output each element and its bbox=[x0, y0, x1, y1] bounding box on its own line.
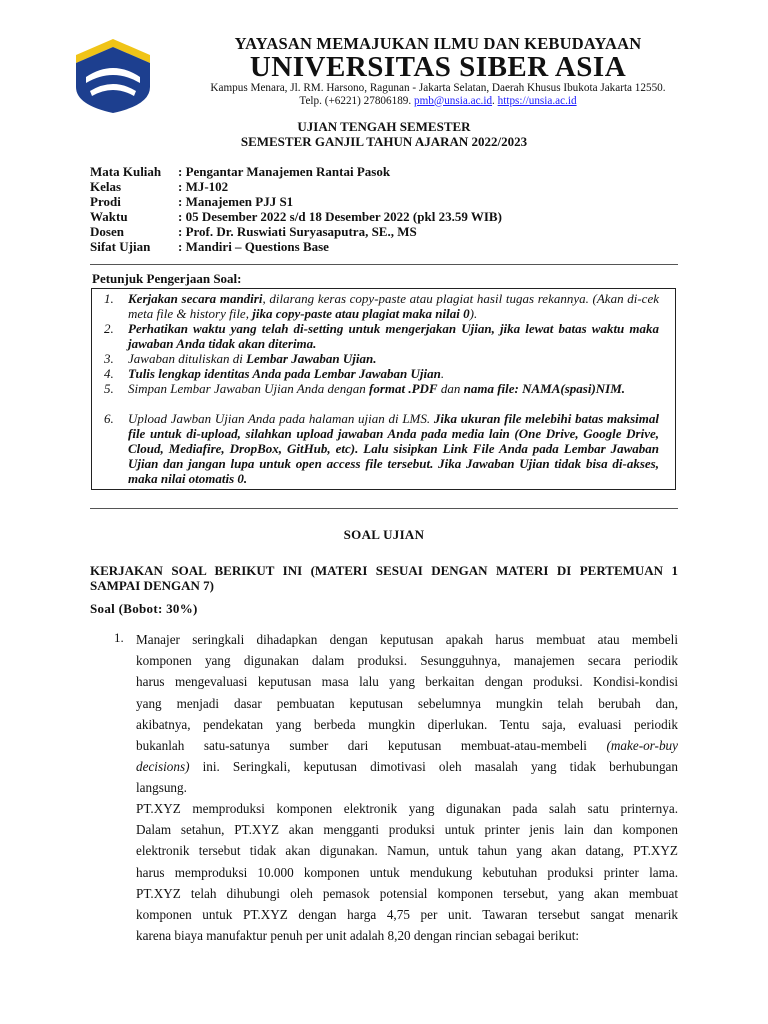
info-label: Mata Kuliah bbox=[90, 164, 162, 179]
soal-heading: SOAL UJIAN bbox=[343, 527, 425, 542]
instruction-item bbox=[104, 366, 659, 381]
question-paragraph-1 bbox=[136, 629, 678, 799]
paragraph-text: ini. Seringkali, keputusan dimotivasi oleh masalah yang tidak berhubungan bbox=[189, 759, 678, 775]
paragraph-line: elektronik tersebut tidak akan digunakan. Namun, untuk tahun yang akan datang, PT.XYZ bbox=[136, 843, 678, 859]
instruction-plain: ). bbox=[469, 306, 478, 321]
address-line: Kampus Menara, Jl. RM. Harsono, Ragunan - Jakarta Selatan, Daerah Khusus Ibukota Jakarta 12550. bbox=[210, 82, 666, 94]
divider bbox=[90, 508, 678, 509]
info-label: Waktu bbox=[90, 209, 128, 224]
website-link[interactable]: https://unsia.ac.id bbox=[497, 94, 577, 107]
instruction-number: 1. bbox=[104, 291, 114, 306]
instruction-emphasis: Jika ukuran file melebihi batas maksimal file untuk di-upload, silahkan upload jawaban Anda pada media lain (One Drive, Google Drive, Cloud, Mediafire, DropBox, GitHub, etc). Lalu sisipkan Link File Anda pada Lembar Jawaban Ujian dan jangan lupa untuk open access file tersebut. Jika Jawaban Ujian tidak bisa di-akses, maka nilai otomatis 0. bbox=[128, 411, 659, 486]
info-row-dosen bbox=[90, 224, 417, 240]
info-value: : Pengantar Manajemen Rantai Pasok bbox=[178, 164, 391, 179]
instruction-number: 3. bbox=[104, 351, 114, 366]
instruction-emphasis: Perhatikan waktu yang telah di-setting untuk mengerjakan Ujian, jika lewat batas waktu maka jawaban Anda tidak akan diterima. bbox=[128, 321, 659, 351]
instruction-emphasis: nama file: NAMA(spasi)NIM. bbox=[463, 381, 626, 396]
instruction-emphasis: Tulis lengkap identitas Anda pada Lembar Jawaban Ujian bbox=[128, 366, 441, 381]
email-link[interactable]: pmb@unsia.ac.id bbox=[414, 94, 493, 107]
university-logo bbox=[72, 33, 154, 115]
instruction-number: 6. bbox=[104, 411, 114, 426]
phone-text: Telp. (+6221) 27806189. bbox=[299, 94, 412, 107]
paragraph-line: PT.XYZ memproduksi komponen elektronik yang digunakan pada salah satu printernya. bbox=[136, 801, 678, 816]
paragraph-line: Dalam setahun, PT.XYZ akan mengganti produksi untuk printer jenis lain dan komponen bbox=[136, 822, 678, 838]
info-label: Sifat Ujian bbox=[90, 239, 151, 254]
instruction-plain: , dilarang keras copy-paste atau plagiat hasil tugas rekannya. (Akan di-cek meta file & history file, bbox=[128, 291, 659, 321]
paragraph-line: komponen untuk PT.XYZ dengan harga 4,75 per unit. Tawaran tersebut sangat menarik bbox=[136, 907, 678, 923]
instruction-number: 4. bbox=[104, 366, 114, 381]
instruction-emphasis: Kerjakan secara mandiri bbox=[128, 291, 263, 306]
instruction-plain: Upload Jawban Ujian Anda pada halaman ujian di LMS. bbox=[128, 411, 434, 426]
paragraph-line: yang menjadi dasar pembuatan keputusan sebelumnya mungkin telah berubah dan, bbox=[136, 695, 678, 711]
instruction-text bbox=[128, 321, 659, 351]
instructions-heading: Petunjuk Pengerjaan Soal: bbox=[92, 271, 242, 286]
info-value: : MJ-102 bbox=[178, 179, 229, 194]
paragraph-line: akibatnya, pendekatan yang berbeda mungkin diperlukan. Tentu saja, evaluasi periodik bbox=[136, 716, 678, 732]
question-paragraph-2 bbox=[136, 798, 678, 946]
info-row-sifat-ujian bbox=[90, 239, 329, 255]
paragraph-line: langsung. bbox=[136, 780, 187, 796]
university-name: UNIVERSITAS SIBER ASIA bbox=[249, 51, 627, 83]
info-row-kelas bbox=[90, 179, 228, 195]
instruction-emphasis: jika copy-paste atau plagiat maka nilai 0 bbox=[252, 306, 470, 321]
instruction-plain: Jawaban dituliskan di bbox=[128, 351, 247, 366]
info-value: : Manajemen PJJ S1 bbox=[178, 194, 294, 209]
instruction-text bbox=[128, 381, 659, 396]
instructions-box bbox=[91, 288, 676, 490]
paragraph-line: komponen yang digunakan dalam produksi. Sesungguhnya, manajemen secara periodik bbox=[136, 653, 678, 669]
info-label: Prodi bbox=[90, 194, 121, 209]
paragraph-italic: (make-or-buy bbox=[606, 738, 678, 754]
info-value: : 05 Desember 2022 s/d 18 Desember 2022 (pkl 23.59 WIB) bbox=[178, 209, 502, 224]
instruction-number: 2. bbox=[104, 321, 114, 336]
info-value: : Prof. Dr. Ruswiati Suryasaputra, SE., MS bbox=[178, 224, 417, 239]
instruction-item bbox=[104, 351, 659, 366]
info-label: Kelas bbox=[90, 179, 122, 194]
instruction-text bbox=[128, 351, 659, 366]
info-row-waktu bbox=[90, 209, 502, 225]
paragraph-line: PT.XYZ telah dihubungi oleh pemasok potensial komponen tersebut, yang akan membuat bbox=[136, 885, 678, 901]
soal-instruction: KERJAKAN SOAL BERIKUT INI (MATERI SESUAI DENGAN MATERI DI PERTEMUAN 1 SAMPAI DENGAN 7) bbox=[90, 563, 678, 593]
instruction-item bbox=[104, 321, 659, 351]
soal-bobot: Soal (Bobot: 30%) bbox=[90, 601, 198, 616]
instruction-plain: Simpan Lembar Jawaban Ujian Anda dengan bbox=[128, 381, 369, 396]
address-block bbox=[158, 82, 718, 107]
instruction-emphasis: Lembar Jawaban Ujian. bbox=[246, 351, 377, 366]
info-row-prodi bbox=[90, 194, 293, 210]
paragraph-line: Manajer seringkali dihadapkan dengan keputusan apakah harus membuat atau membeli bbox=[136, 632, 678, 647]
paragraph-text: bukanlah satu-satunya sumber dari keputusan membuat-atau-membeli bbox=[136, 738, 607, 754]
instruction-text bbox=[128, 291, 659, 321]
instruction-number: 5. bbox=[104, 381, 114, 396]
info-value: : Mandiri – Questions Base bbox=[178, 239, 329, 254]
exam-semester: SEMESTER GANJIL TAHUN AJARAN 2022/2023 bbox=[240, 134, 528, 149]
instruction-item bbox=[104, 381, 659, 396]
info-row-mata-kuliah bbox=[90, 164, 390, 180]
paragraph-line bbox=[136, 756, 678, 777]
paragraph-line bbox=[136, 735, 678, 756]
instruction-item bbox=[104, 411, 659, 486]
divider bbox=[90, 264, 678, 265]
paragraph-line: harus mengevaluasi keputusan masa lalu yang berkaitan dengan produksi. Kondisi-kondisi bbox=[136, 674, 678, 690]
instruction-plain: dan bbox=[437, 381, 464, 396]
paragraph-italic: decisions) bbox=[136, 759, 190, 775]
instruction-emphasis: format .PDF bbox=[368, 381, 438, 396]
paragraph-line: harus memproduksi 10.000 komponen untuk mendukung kebutuhan produksi printer lama. bbox=[136, 864, 678, 880]
instruction-text bbox=[128, 366, 659, 381]
instruction-item bbox=[104, 291, 659, 321]
contact-line: Telp. (+6221) 27806189. pmb@unsia.ac.id. https://unsia.ac.id bbox=[299, 94, 577, 107]
instruction-text bbox=[128, 411, 659, 486]
info-label: Dosen bbox=[90, 224, 124, 239]
foundation-name: YAYASAN MEMAJUKAN ILMU DAN KEBUDAYAAN bbox=[234, 34, 642, 53]
exam-title: UJIAN TENGAH SEMESTER bbox=[297, 119, 471, 134]
paragraph-line: karena biaya manufaktur penuh per unit adalah 8,20 dengan rincian sebagai berikut: bbox=[136, 928, 580, 944]
instruction-plain: . bbox=[440, 366, 445, 381]
question-number: 1. bbox=[114, 630, 124, 645]
